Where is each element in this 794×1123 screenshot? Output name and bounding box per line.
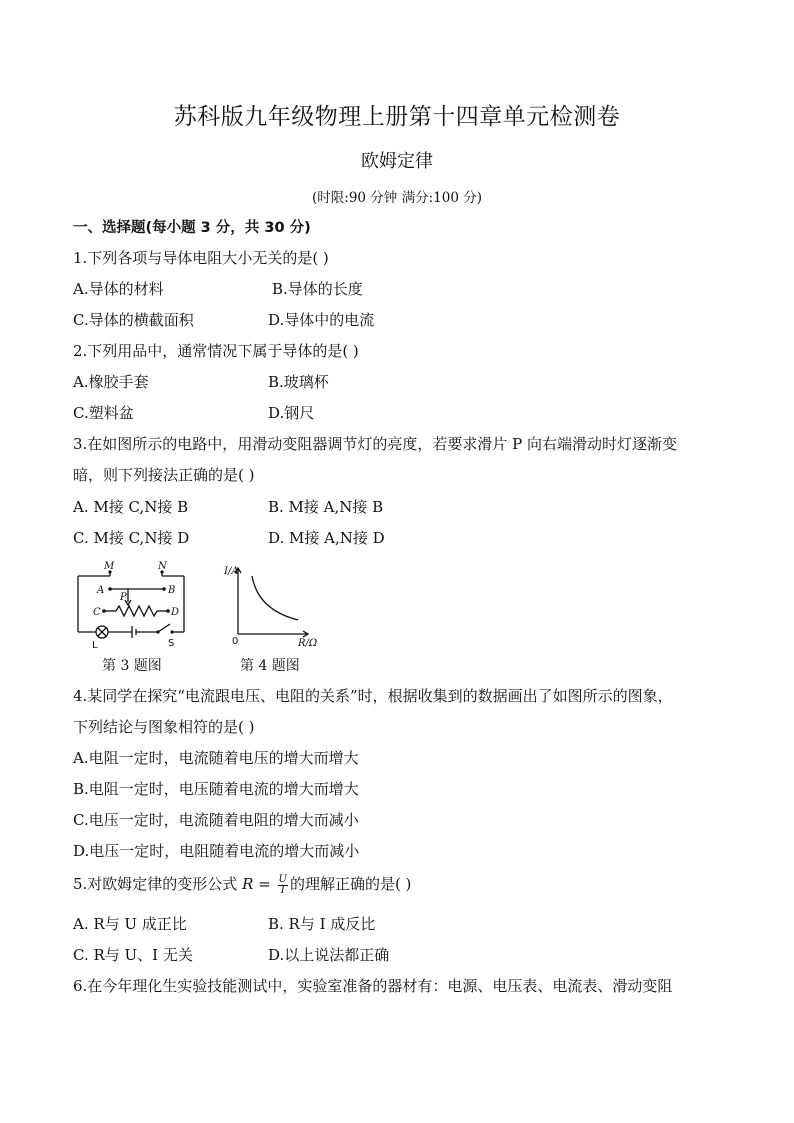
fig4-origin-label: 0 — [232, 636, 239, 647]
fig3-caption: 第 3 题图 — [102, 658, 162, 674]
q5-option-d: D.以上说法都正确 — [268, 946, 390, 964]
time-limit: (时限:90 分钟 满分:100 分) — [312, 190, 482, 206]
ir-graph-fig4 — [222, 560, 328, 652]
q1-option-c: C.导体的横截面积 — [73, 311, 194, 329]
q3-stem-line1: 3.在如图所示的电路中，用滑动变阻器调节灯的亮度，若要求滑片 P 向右端滑动时灯逐渐变 — [73, 435, 677, 453]
fig3-label-n: N — [158, 561, 167, 572]
q3-option-a: A. M接 C,N接 B — [73, 498, 189, 516]
q5-stem-suffix: 的理解正确的是( ) — [289, 875, 412, 893]
q2-option-c: C.塑料盆 — [73, 404, 134, 422]
q5-fraction-denominator: I — [280, 884, 285, 896]
fig3-label-p: P — [120, 592, 127, 603]
fig3-label-d: D — [171, 607, 180, 618]
section-heading: 一、选择题(每小题 3 分，共 30 分) — [73, 220, 311, 236]
fig4-y-axis-label: I/A — [224, 566, 239, 577]
q5-stem-prefix: 5.对欧姆定律的变形公式 — [73, 875, 243, 893]
circuit-diagram-fig3 — [70, 560, 200, 652]
fig3-label-m: M — [104, 561, 115, 572]
q2-option-b: B.玻璃杯 — [268, 373, 329, 391]
q5-fraction-numerator: U — [278, 873, 287, 885]
q4-option-b: B.电阻一定时，电压随着电流的增大而增大 — [73, 780, 359, 798]
q5-formula-lhs: R = — [242, 875, 276, 893]
exam-title: 苏科版九年级物理上册第十四章单元检测卷 — [173, 104, 621, 130]
fig4-caption: 第 4 题图 — [240, 658, 300, 674]
q4-stem-line1: 4.某同学在探究“电流跟电压、电阻的关系”时，根据收集到的数据画出了如图所示的图象， — [73, 687, 673, 705]
q4-stem-line2: 下列结论与图象相符的是( ) — [73, 718, 255, 736]
q1-option-d: D.导体中的电流 — [268, 311, 375, 329]
fig3-label-s: S — [168, 638, 175, 649]
q1-option-a: A.导体的材料 — [73, 280, 164, 298]
q5-option-b: B. R与 I 成反比 — [268, 915, 376, 933]
fig4-x-axis-label: R/Ω — [298, 638, 318, 649]
q4-option-d: D.电压一定时，电阻随着电流的增大而减小 — [73, 842, 360, 860]
q1-option-b: B.导体的长度 — [272, 280, 363, 298]
q1-stem: 1.下列各项与导体电阻大小无关的是( ) — [73, 249, 329, 267]
q2-option-a: A.橡胶手套 — [73, 373, 149, 391]
fig3-label-a: A — [97, 585, 105, 596]
q3-option-b: B. M接 A,N接 B — [268, 498, 384, 516]
q5-stem — [73, 874, 411, 896]
fig3-label-b: B — [168, 585, 176, 596]
q2-option-d: D.钢尺 — [268, 404, 315, 422]
q5-option-c: C. R与 U、I 无关 — [73, 946, 193, 964]
fig3-label-c: C — [93, 607, 101, 618]
q3-stem-line2: 暗，则下列接法正确的是( ) — [73, 466, 255, 484]
q3-option-d: D. M接 A,N接 D — [268, 529, 385, 547]
q4-option-c: C.电压一定时，电流随着电阻的增大而减小 — [73, 811, 359, 829]
q6-stem-line1: 6.在今年理化生实验技能测试中，实验室准备的器材有：电源、电压表、电流表、滑动变阻 — [73, 977, 673, 995]
exam-subtitle: 欧姆定律 — [361, 151, 433, 172]
q5-fraction — [278, 875, 288, 896]
fig3-label-l: L — [92, 640, 98, 651]
q4-option-a: A.电阻一定时，电流随着电压的增大而增大 — [73, 749, 359, 767]
q2-stem: 2.下列用品中，通常情况下属于导体的是( ) — [73, 342, 359, 360]
q5-option-a: A. R与 U 成正比 — [73, 915, 187, 933]
q3-option-c: C. M接 C,N接 D — [73, 529, 190, 547]
